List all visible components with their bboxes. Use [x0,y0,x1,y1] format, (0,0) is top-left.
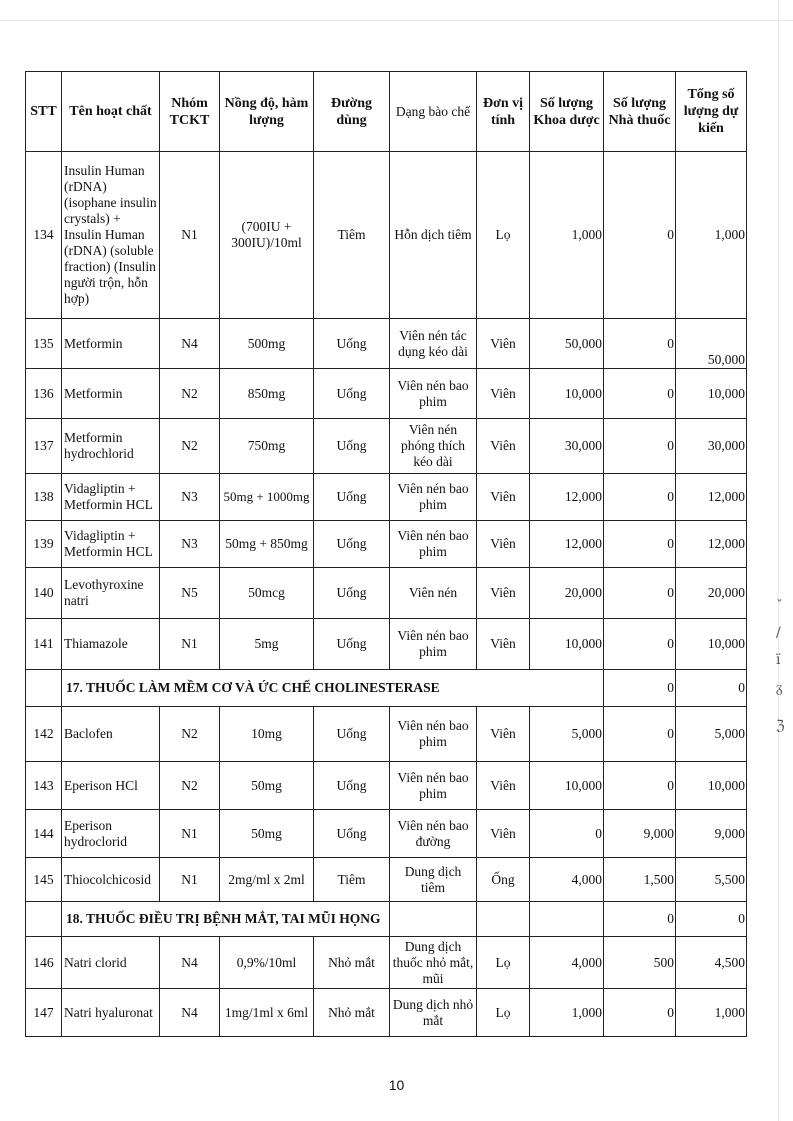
cell-stt: 137 [26,419,62,474]
cell-qty-kd: 1,000 [530,152,604,319]
cell-name: Insulin Human (rDNA) (isophane insulin crystals) + Insulin Human (rDNA) (soluble fraction) (Insulin người trộn, hỗn hợp) [62,152,160,319]
scan-top-rule [0,20,793,21]
cell-qty-nt: 0 [604,419,676,474]
cell-name: Metformin hydrochlorid [62,419,160,474]
cell-group: N1 [160,619,220,670]
cell-total: 50,000 [676,319,747,369]
cell-group: N5 [160,568,220,619]
cell-unit: Viên [477,707,530,762]
cell-total: 30,000 [676,419,747,474]
cell-unit: Ống [477,858,530,902]
cell-total: 1,000 [676,989,747,1037]
cell-group: N1 [160,858,220,902]
cell-qty-kd: 4,000 [530,858,604,902]
cell-qty-nt: 0 [604,474,676,521]
cell-group: N2 [160,369,220,419]
cell-stt: 141 [26,619,62,670]
cell-route: Uống [314,568,390,619]
cell-qty-nt: 0 [604,319,676,369]
cell-unit: Viên [477,319,530,369]
cell-strength: 850mg [220,369,314,419]
cell-qty-nt: 500 [604,937,676,989]
margin-mark: / [776,625,781,641]
cell-form: Dung dịch tiêm [390,858,477,902]
table-row [26,152,747,319]
cell-qty-kd: 10,000 [530,762,604,810]
cell-total: 10,000 [676,619,747,670]
cell-stt: 143 [26,762,62,810]
cell-stt: 147 [26,989,62,1037]
cell-total: 9,000 [676,810,747,858]
cell-unit: Lọ [477,937,530,989]
cell-total: 5,000 [676,707,747,762]
cell-route: Uống [314,707,390,762]
cell-form: Viên nén bao phim [390,762,477,810]
header-qty-drugstore: Số lượng Nhà thuốc [604,72,676,152]
cell-name: Thiocolchicosid [62,858,160,902]
cell-total: 10,000 [676,762,747,810]
cell-unit: Viên [477,619,530,670]
cell-qty-kd: 10,000 [530,369,604,419]
table-row [26,568,747,619]
header-qty-pharmacy-dept: Số lượng Khoa dược [530,72,604,152]
header-route: Đường dùng [314,72,390,152]
table-row [26,858,747,902]
cell-total: 10,000 [676,369,747,419]
cell-stt: 140 [26,568,62,619]
cell-strength: 2mg/ml x 2ml [220,858,314,902]
section-spacer [26,670,62,707]
cell-route: Tiêm [314,858,390,902]
cell-strength: 750mg [220,419,314,474]
cell-route: Uống [314,521,390,568]
cell-total: 4,500 [676,937,747,989]
cell-total: 12,000 [676,474,747,521]
cell-unit: Viên [477,810,530,858]
drug-table [25,71,747,1037]
cell-qty-kd: 12,000 [530,521,604,568]
cell-qty-nt: 0 [604,521,676,568]
cell-total: 1,000 [676,152,747,319]
cell-qty-kd: 20,000 [530,568,604,619]
cell-qty-nt: 0 [604,762,676,810]
cell-strength: 50mcg [220,568,314,619]
cell-route: Nhỏ mắt [314,937,390,989]
cell-form: Viên nén [390,568,477,619]
table-row [26,319,747,369]
cell-strength: (700IU + 300IU)/10ml [220,152,314,319]
margin-mark: ï [776,652,781,668]
cell-strength: 50mg + 1000mg [220,474,314,521]
cell-route: Uống [314,419,390,474]
cell-qty-nt: 0 [604,152,676,319]
scan-side-rule [778,0,779,1121]
cell-name: Eperison HCl [62,762,160,810]
cell-qty-nt: 0 [604,369,676,419]
cell-form: Hỗn dịch tiêm [390,152,477,319]
table-row [26,762,747,810]
cell-form: Viên nén phóng thích kéo dài [390,419,477,474]
cell-qty-nt: 0 [604,707,676,762]
section-empty-cell [390,902,477,937]
margin-mark: ℨ [776,718,785,734]
table-row [26,619,747,670]
cell-group: N2 [160,707,220,762]
cell-strength: 50mg [220,762,314,810]
section-empty-cell [530,902,604,937]
cell-group: N3 [160,474,220,521]
section-row [26,902,747,937]
cell-group: N4 [160,319,220,369]
cell-form: Dung dịch nhỏ mắt [390,989,477,1037]
section-spacer [26,902,62,937]
header-group: Nhóm TCKT [160,72,220,152]
cell-stt: 146 [26,937,62,989]
cell-route: Uống [314,474,390,521]
cell-stt: 139 [26,521,62,568]
table-row [26,419,747,474]
cell-qty-nt: 0 [604,670,676,707]
header-name: Tên hoạt chất [62,72,160,152]
cell-form: Viên nén bao phim [390,619,477,670]
cell-form: Viên nén bao đường [390,810,477,858]
cell-route: Uống [314,810,390,858]
header-unit: Đơn vị tính [477,72,530,152]
cell-name: Vidagliptin + Metformin HCL [62,521,160,568]
cell-qty-nt: 0 [604,902,676,937]
cell-qty-nt: 0 [604,568,676,619]
cell-name: Baclofen [62,707,160,762]
cell-stt: 138 [26,474,62,521]
cell-stt: 135 [26,319,62,369]
cell-name: Levothyroxine natri [62,568,160,619]
cell-strength: 10mg [220,707,314,762]
cell-group: N4 [160,937,220,989]
cell-qty-nt: 0 [604,619,676,670]
cell-strength: 1mg/1ml x 6ml [220,989,314,1037]
cell-unit: Viên [477,474,530,521]
cell-stt: 136 [26,369,62,419]
table-header-row [26,72,747,152]
table-row [26,810,747,858]
cell-name: Natri hyaluronat [62,989,160,1037]
cell-route: Uống [314,762,390,810]
cell-name: Natri clorid [62,937,160,989]
cell-qty-kd: 0 [530,810,604,858]
section-row [26,670,747,707]
section-title: 17. THUỐC LÀM MỀM CƠ VÀ ỨC CHẾ CHOLINESTERASE [62,670,604,707]
cell-unit: Viên [477,568,530,619]
cell-unit: Viên [477,762,530,810]
table-row [26,521,747,568]
cell-name: Eperison hydroclorid [62,810,160,858]
table-row [26,474,747,521]
cell-qty-kd: 30,000 [530,419,604,474]
cell-strength: 50mg [220,810,314,858]
cell-unit: Viên [477,419,530,474]
cell-stt: 144 [26,810,62,858]
cell-unit: Viên [477,369,530,419]
table-row [26,369,747,419]
cell-route: Nhỏ mắt [314,989,390,1037]
cell-group: N3 [160,521,220,568]
cell-qty-kd: 10,000 [530,619,604,670]
cell-unit: Lọ [477,989,530,1037]
page-number: 10 [388,1077,405,1093]
cell-form: Viên nén bao phim [390,474,477,521]
cell-form: Viên nén tác dụng kéo dài [390,319,477,369]
cell-unit: Lọ [477,152,530,319]
section-title: 18. THUỐC ĐIỀU TRỊ BỆNH MẮT, TAI MŨI HỌNG [62,902,390,937]
cell-qty-nt: 1,500 [604,858,676,902]
table-row [26,707,747,762]
cell-stt: 134 [26,152,62,319]
margin-mark: ˇ [776,598,783,614]
cell-name: Thiamazole [62,619,160,670]
cell-unit: Viên [477,521,530,568]
cell-form: Viên nén bao phim [390,369,477,419]
cell-strength: 0,9%/10ml [220,937,314,989]
cell-form: Viên nén bao phim [390,707,477,762]
cell-strength: 5mg [220,619,314,670]
section-empty-cell [477,902,530,937]
cell-qty-kd: 4,000 [530,937,604,989]
header-stt: STT [26,72,62,152]
cell-route: Tiêm [314,152,390,319]
cell-total: 12,000 [676,521,747,568]
cell-group: N2 [160,419,220,474]
cell-route: Uống [314,619,390,670]
cell-strength: 50mg + 850mg [220,521,314,568]
cell-qty-kd: 12,000 [530,474,604,521]
cell-qty-kd: 50,000 [530,319,604,369]
cell-route: Uống [314,369,390,419]
cell-stt: 145 [26,858,62,902]
cell-qty-kd: 5,000 [530,707,604,762]
cell-form: Viên nén bao phim [390,521,477,568]
header-total: Tổng số lượng dự kiến [676,72,747,152]
margin-mark: ᵹ [776,680,783,696]
cell-qty-kd: 1,000 [530,989,604,1037]
cell-strength: 500mg [220,319,314,369]
cell-route: Uống [314,319,390,369]
cell-group: N1 [160,810,220,858]
cell-total: 0 [676,902,747,937]
cell-name: Metformin [62,319,160,369]
cell-name: Metformin [62,369,160,419]
cell-qty-nt: 0 [604,989,676,1037]
cell-group: N2 [160,762,220,810]
cell-form: Dung dịch thuốc nhỏ mắt, mũi [390,937,477,989]
cell-name: Vidagliptin + Metformin HCL [62,474,160,521]
cell-total: 0 [676,670,747,707]
cell-qty-nt: 9,000 [604,810,676,858]
header-form: Dạng bào chế [390,72,477,152]
cell-stt: 142 [26,707,62,762]
table-row [26,937,747,989]
cell-group: N1 [160,152,220,319]
table-row [26,989,747,1037]
cell-total: 5,500 [676,858,747,902]
cell-total: 20,000 [676,568,747,619]
cell-group: N4 [160,989,220,1037]
header-strength: Nồng độ, hàm lượng [220,72,314,152]
